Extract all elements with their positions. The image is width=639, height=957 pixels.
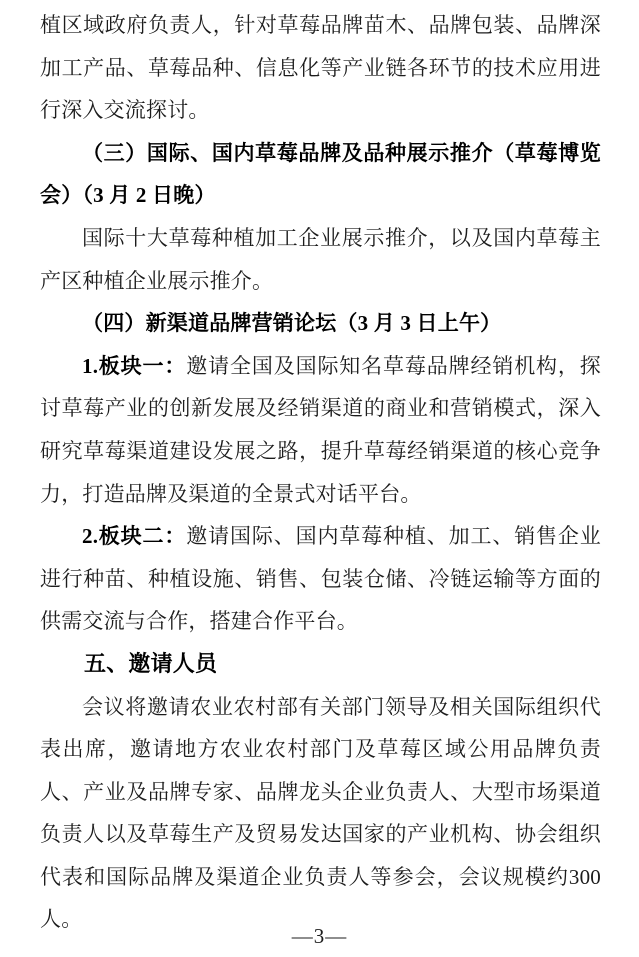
plate-2-text: 邀请国际、国内草莓种植、加工、销售企业进行种苗、种植设施、销售、包装仓储、冷链运输等方面的供需交流与合作，搭建合作平台。 [40,524,601,634]
page-number: —3— [291,924,348,948]
paragraph-section-3: 国际十大草莓种植加工企业展示推介，以及国内草莓主产区种植企业展示推介。 [40,225,601,293]
paragraph-plate-2 [40,515,601,643]
paragraph-plate-1 [40,345,601,515]
text-column [40,4,601,941]
heading-section-5: 五、邀请人员 [84,650,218,676]
paragraph-continuation: 植区域政府负责人，针对草莓品牌苗木、品牌包装、品牌深加工产品、草莓品种、信息化等产业链各环节的技术应用进行深入交流探讨。 [40,13,601,123]
heading-section-4: （四）新渠道品牌营销论坛（3 月 3 日上午） [82,311,502,336]
plate-2-label: 2.板块二： [82,524,187,549]
heading-section-3: （三）国际、国内草莓品牌及品种展示推介（草莓博览会）（3 月 2 日晚） [40,140,601,208]
plate-1-label: 1.板块一： [82,353,187,378]
paragraph-section-5: 会议将邀请农业农村部有关部门领导及相关国际组织代表出席，邀请地方农业农村部门及草莓区域公用品牌负责人、产业及品牌专家、品牌龙头企业负责人、大型市场渠道负责人以及草莓生产及贸易发达国家的产业机构、协会组织代表和国际品牌及渠道企业负责人等参会，会议规模约300人。 [40,694,601,932]
plate-1-text: 邀请全国及国际知名草莓品牌经销机构，探讨草莓产业的创新发展及经销渠道的商业和营销模式，深入研究草莓渠道建设发展之路，提升草莓经销渠道的核心竞争力，打造品牌及渠道的全景式对话平台。 [40,353,601,506]
